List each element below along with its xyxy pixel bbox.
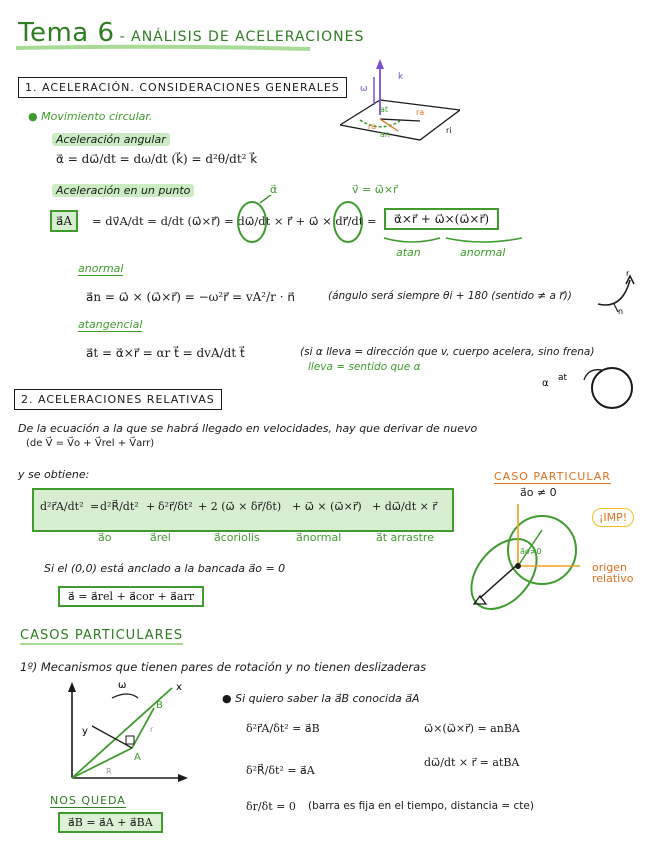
circle-marks bbox=[236, 195, 376, 245]
section1-heading: 1. ACELERACIÓN. CONSIDERACIONES GENERALES bbox=[18, 77, 347, 98]
rotating-plane-diagram bbox=[340, 55, 460, 155]
normal-eq: a⃗n = ω⃗ × (ω⃗×r⃗) = −ω²r⃗ = vA²/r · n⃗ bbox=[86, 290, 295, 304]
caso-particular-sub: a⃗o ≠ 0 bbox=[520, 486, 557, 499]
alpha-circle-diagram bbox=[540, 360, 640, 414]
imp-badge: ¡IMP! bbox=[592, 508, 634, 527]
ri-diag-label: ri bbox=[446, 126, 452, 135]
final-result-box: a⃗B = a⃗A + a⃗BA bbox=[58, 812, 163, 833]
ra-diag-label: ra bbox=[416, 108, 425, 117]
title-sub: - ANÁLISIS DE ACELERACIONES bbox=[119, 29, 365, 45]
angular-accel-text: Aceleración angular bbox=[52, 133, 170, 146]
section3-bullet-text: Si quiero saber la a⃗B conocida a⃗A bbox=[235, 692, 420, 705]
alpha-note: α⃗ bbox=[270, 183, 278, 196]
obtain-label: y se obtiene: bbox=[18, 468, 90, 481]
w-label: ω bbox=[360, 84, 368, 94]
point-B-label: B bbox=[156, 700, 163, 711]
atan-label: atan bbox=[396, 246, 421, 259]
normal-heading: anormal bbox=[78, 262, 124, 275]
bullet-circular-text: Movimiento circular. bbox=[41, 110, 153, 123]
alpha-circle-label: α bbox=[542, 378, 549, 389]
lbl-anormal: a⃗normal bbox=[296, 531, 342, 544]
tangential-heading: atangencial bbox=[78, 318, 143, 331]
section2-intro: De la ecuación a la que se habrá llegado en velocidades, hay que derivar de nuevo bbox=[18, 422, 478, 435]
aA-equation: = dv⃗A/dt = d/dt (ω⃗×r⃗) = dω⃗/dt × r⃗ + ω⃗ × dr⃗/dt = bbox=[92, 214, 377, 228]
aA-box: a⃗A bbox=[50, 210, 78, 232]
eq-dr-zero: δr/δt = 0 bbox=[246, 800, 296, 813]
anchor-note: Si el (0,0) está anclado a la bancada a⃗o = 0 bbox=[44, 562, 286, 575]
eq-dr-note: (barra es fija en el tiempo, distancia = cte) bbox=[308, 800, 534, 812]
eq-atBA: dω⃗/dt × r⃗ = atBA bbox=[424, 756, 520, 769]
origin-note: origen relativo bbox=[592, 561, 634, 585]
point-accel-text: Aceleración en un punto bbox=[52, 184, 194, 197]
anormal-label: anormal bbox=[460, 246, 506, 259]
eq-rA-aB: δ²r⃗A/δt² = a⃗B bbox=[246, 722, 320, 735]
nos-queda-label: NOS QUEDA bbox=[50, 794, 126, 807]
big-eq-t4: + ω⃗ × (ω⃗×r⃗) bbox=[292, 500, 362, 513]
normal-note: (ángulo será siempre θi + 180 (sentido ≠ a r⃗)) bbox=[328, 290, 572, 302]
lbl-ao: a⃗o bbox=[98, 531, 112, 544]
big-eq-lhs: d²r⃗A/dt² bbox=[40, 500, 84, 513]
ao-diagram-label: a⃗o≠0 bbox=[520, 547, 542, 556]
bullet-circular: ● Movimiento circular. bbox=[28, 110, 153, 123]
aA-result-box: α⃗×r⃗ + ω⃗×(ω⃗×r⃗) bbox=[384, 208, 499, 230]
section3-heading: CASOS PARTICULARES bbox=[20, 628, 184, 643]
big-eq-t5: + dω⃗/dt × r⃗ bbox=[372, 500, 437, 513]
at-diag-label: at bbox=[380, 105, 389, 114]
an-diag-label: an bbox=[380, 130, 390, 139]
k-label: k bbox=[398, 72, 404, 82]
big-eq-t3: + 2 (ω⃗ × δr⃗/δt) bbox=[198, 500, 282, 513]
section3-bullet: ● Si quiero saber la a⃗B conocida a⃗A bbox=[222, 692, 420, 705]
R-label: R bbox=[106, 767, 112, 776]
big-eq-t1: d²R⃗/dt² bbox=[100, 500, 139, 513]
anchor-equation: a⃗ = a⃗rel + a⃗cor + a⃗arr bbox=[58, 586, 204, 607]
mechanism-diagram bbox=[62, 678, 192, 786]
point-A-label: A bbox=[134, 752, 141, 763]
tangential-note2: lleva = sentido que α bbox=[308, 361, 421, 373]
title-main: Tema 6 bbox=[18, 18, 115, 48]
at-circle-label: at bbox=[558, 373, 568, 383]
lbl-coriolis: a⃗coriolis bbox=[214, 531, 260, 544]
section2-heading: 2. ACELERACIONES RELATIVAS bbox=[14, 389, 222, 410]
caso-particular-heading: CASO PARTICULAR bbox=[494, 470, 611, 483]
tangential-eq: a⃗t = α⃗×r⃗ = αr t⃗ = dvA/dt t⃗ bbox=[86, 346, 245, 360]
angular-accel-eq: α⃗ = dω⃗/dt = dω/dt (k⃗) = d²θ/dt² k⃗ bbox=[56, 152, 258, 166]
eq-R-aA: δ²R⃗/δt² = a⃗A bbox=[246, 764, 315, 777]
velocity-note: v⃗ = ω⃗×r⃗ bbox=[352, 183, 398, 196]
section3-item1: 1º) Mecanismos que tienen pares de rotación y no tienen deslizaderas bbox=[20, 660, 427, 674]
title-underline bbox=[14, 44, 314, 52]
r-label: r bbox=[150, 725, 154, 734]
lbl-atan-arr: a⃗t arrastre bbox=[376, 531, 434, 544]
angular-accel-label bbox=[52, 133, 170, 146]
svg-text:ra: ra bbox=[368, 122, 377, 131]
r-label: r bbox=[626, 270, 630, 278]
lbl-arel: a⃗rel bbox=[150, 531, 171, 544]
tangential-note: (si α lleva = dirección que v, cuerpo acelera, sino frena) bbox=[300, 346, 595, 358]
x-axis-label: x bbox=[176, 682, 182, 693]
n-label: n bbox=[618, 307, 624, 316]
eq-anBA: ω⃗×(ω⃗×r⃗) = anBA bbox=[424, 722, 520, 735]
y-axis-label: y bbox=[82, 726, 88, 737]
big-eq-t2: δ²r⃗/δt² bbox=[158, 500, 193, 513]
relative-origin-diagram bbox=[470, 500, 590, 615]
omega-diagram-label: ω bbox=[118, 680, 127, 691]
section2-intro2: (de V⃗ = V⃗o + V⃗rel + V⃗arr) bbox=[26, 438, 155, 449]
point-accel-label bbox=[52, 184, 194, 197]
curved-arrow-diagram bbox=[592, 270, 638, 316]
